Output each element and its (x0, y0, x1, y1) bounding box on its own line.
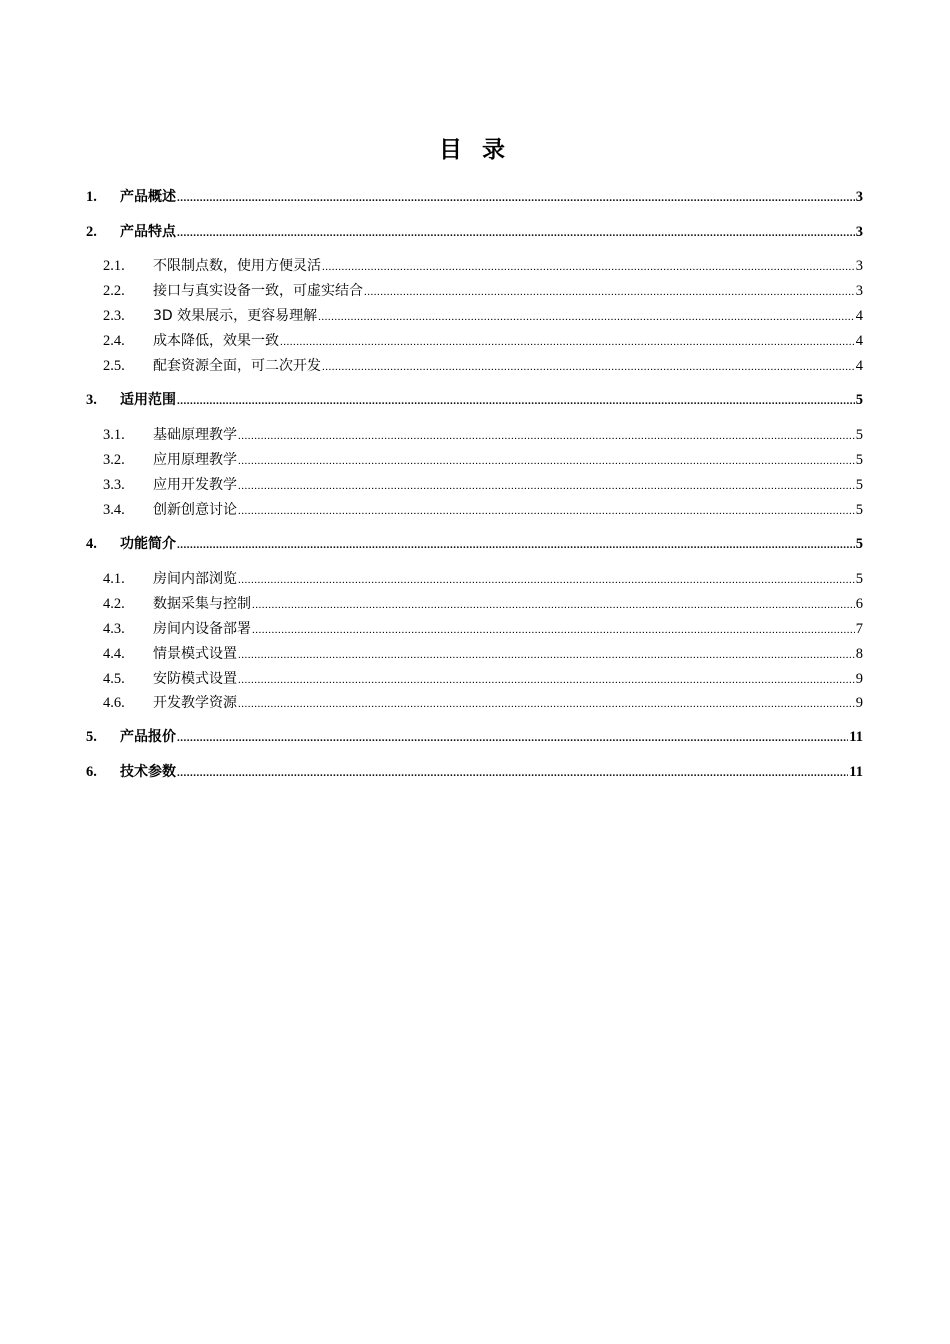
toc-entry[interactable] (103, 618, 863, 640)
toc-entry-title: 接口与真实设备一致，可虚实结合 (153, 283, 363, 299)
toc-entry-page: 4 (855, 333, 863, 349)
toc-entry-page: 9 (855, 671, 863, 687)
toc-leader-dots (177, 762, 848, 784)
toc-entry-page: 3 (855, 224, 863, 240)
toc-entry[interactable] (103, 355, 863, 377)
toc-entry[interactable] (86, 221, 863, 243)
toc-entry-title: 技术参数 (120, 764, 176, 780)
toc-leader-dots (177, 390, 855, 412)
toc-entry-title: 房间内设备部署 (153, 621, 251, 637)
toc-entry-number: 2.4. (103, 333, 125, 349)
toc-leader-dots (280, 331, 855, 353)
toc-entry-page: 5 (855, 427, 863, 443)
toc-entry[interactable] (103, 568, 863, 590)
toc-entry[interactable] (103, 499, 863, 521)
toc-entry-page: 3 (855, 189, 863, 205)
toc-leader-dots (238, 569, 855, 591)
toc-entry-number: 4.2. (103, 596, 125, 612)
toc-entry-page: 4 (855, 308, 863, 324)
toc-entry-title: 数据采集与控制 (153, 596, 251, 612)
toc-leader-dots (322, 256, 855, 278)
toc-entry-page: 5 (855, 452, 863, 468)
toc-entry-number: 4.5. (103, 671, 125, 687)
toc-entry-title: 开发教学资源 (153, 695, 237, 711)
toc-leader-dots (364, 281, 855, 303)
toc-entry[interactable] (103, 643, 863, 665)
toc-entry-number: 4.1. (103, 571, 125, 587)
toc-entry-page: 11 (849, 764, 863, 780)
toc-leader-dots (238, 669, 855, 691)
toc-entry[interactable] (86, 186, 863, 208)
toc-entry[interactable] (103, 330, 863, 352)
toc-entry-page: 5 (855, 536, 863, 552)
toc-leader-dots (252, 594, 855, 616)
toc-entry-title: 3D 效果展示，更容易理解 (153, 308, 318, 324)
toc-entry-page: 9 (855, 695, 863, 711)
toc-entry-number: 3.2. (103, 452, 125, 468)
toc-entry-page: 5 (855, 477, 863, 493)
toc-entry-title: 产品概述 (120, 189, 176, 205)
toc-entry[interactable] (86, 389, 863, 411)
toc-entry-number: 4.4. (103, 646, 125, 662)
toc-entry-number: 2.3. (103, 308, 125, 324)
toc-leader-dots (238, 644, 855, 666)
toc-entry-page: 6 (855, 596, 863, 612)
toc-entry[interactable] (86, 533, 863, 555)
toc-entry-title: 房间内部浏览 (153, 571, 237, 587)
toc-entry-page: 7 (855, 621, 863, 637)
toc-entry-number: 3.3. (103, 477, 125, 493)
toc-entry-page: 4 (855, 358, 863, 374)
toc-entry-number: 3. (86, 392, 97, 408)
toc-leader-dots (177, 727, 848, 749)
toc-entry-number: 2. (86, 224, 97, 240)
toc-entry-number: 2.1. (103, 258, 125, 274)
toc-entry-number: 6. (86, 764, 97, 780)
toc-entry[interactable] (103, 255, 863, 277)
toc-entry-number: 1. (86, 189, 97, 205)
toc-entry-title: 基础原理教学 (153, 427, 237, 443)
toc-entry-number: 2.2. (103, 283, 125, 299)
toc-leader-dots (252, 619, 855, 641)
toc-entry[interactable] (103, 424, 863, 446)
toc-leader-dots (177, 534, 855, 556)
toc-entry-number: 5. (86, 729, 97, 745)
toc-leader-dots (177, 187, 855, 209)
toc-entry-page: 5 (855, 392, 863, 408)
toc-entry[interactable] (103, 474, 863, 496)
toc-entry-page: 3 (855, 283, 863, 299)
toc-entry-title: 应用开发教学 (153, 477, 237, 493)
toc-entry[interactable] (86, 726, 863, 748)
toc-entry[interactable] (103, 668, 863, 690)
toc-leader-dots (238, 500, 855, 522)
toc-entry[interactable] (103, 305, 863, 327)
toc-entry-page: 3 (855, 258, 863, 274)
toc-entry[interactable] (103, 593, 863, 615)
toc-title: 目 录 (438, 137, 511, 163)
toc-entry-title: 应用原理教学 (153, 452, 237, 468)
toc-entry[interactable] (103, 280, 863, 302)
toc-entry-number: 4. (86, 536, 97, 552)
toc-leader-dots (318, 306, 855, 328)
toc-entry-number: 2.5. (103, 358, 125, 374)
toc-entry-number: 4.3. (103, 621, 125, 637)
toc-entry-title: 产品报价 (120, 729, 176, 745)
toc-entry-page: 5 (855, 571, 863, 587)
toc-entry-page: 5 (855, 502, 863, 518)
toc-leader-dots (238, 450, 855, 472)
toc-entry-page: 8 (855, 646, 863, 662)
toc-leader-dots (238, 425, 855, 447)
toc-entry-title: 不限制点数，使用方便灵活 (153, 258, 321, 274)
toc-entry-title: 功能简介 (120, 536, 176, 552)
toc-entry[interactable] (103, 692, 863, 714)
toc-entry-title: 情景模式设置 (153, 646, 237, 662)
toc-entry-title: 安防模式设置 (153, 671, 237, 687)
toc-entry-title: 适用范围 (120, 392, 176, 408)
toc-entry-number: 4.6. (103, 695, 125, 711)
toc-entry-title: 创新创意讨论 (153, 502, 237, 518)
toc-leader-dots (322, 356, 855, 378)
toc-entry-page: 11 (849, 729, 863, 745)
toc-entry[interactable] (103, 449, 863, 471)
toc-entry-title: 成本降低，效果一致 (153, 333, 279, 349)
toc-entry-number: 3.1. (103, 427, 125, 443)
toc-entry-number: 3.4. (103, 502, 125, 518)
toc-entry-title: 配套资源全面，可二次开发 (153, 358, 321, 374)
toc-entry-title: 产品特点 (120, 224, 176, 240)
toc-leader-dots (238, 475, 855, 497)
toc-entry[interactable] (86, 761, 863, 783)
toc-leader-dots (238, 693, 855, 715)
toc-leader-dots (177, 222, 855, 244)
